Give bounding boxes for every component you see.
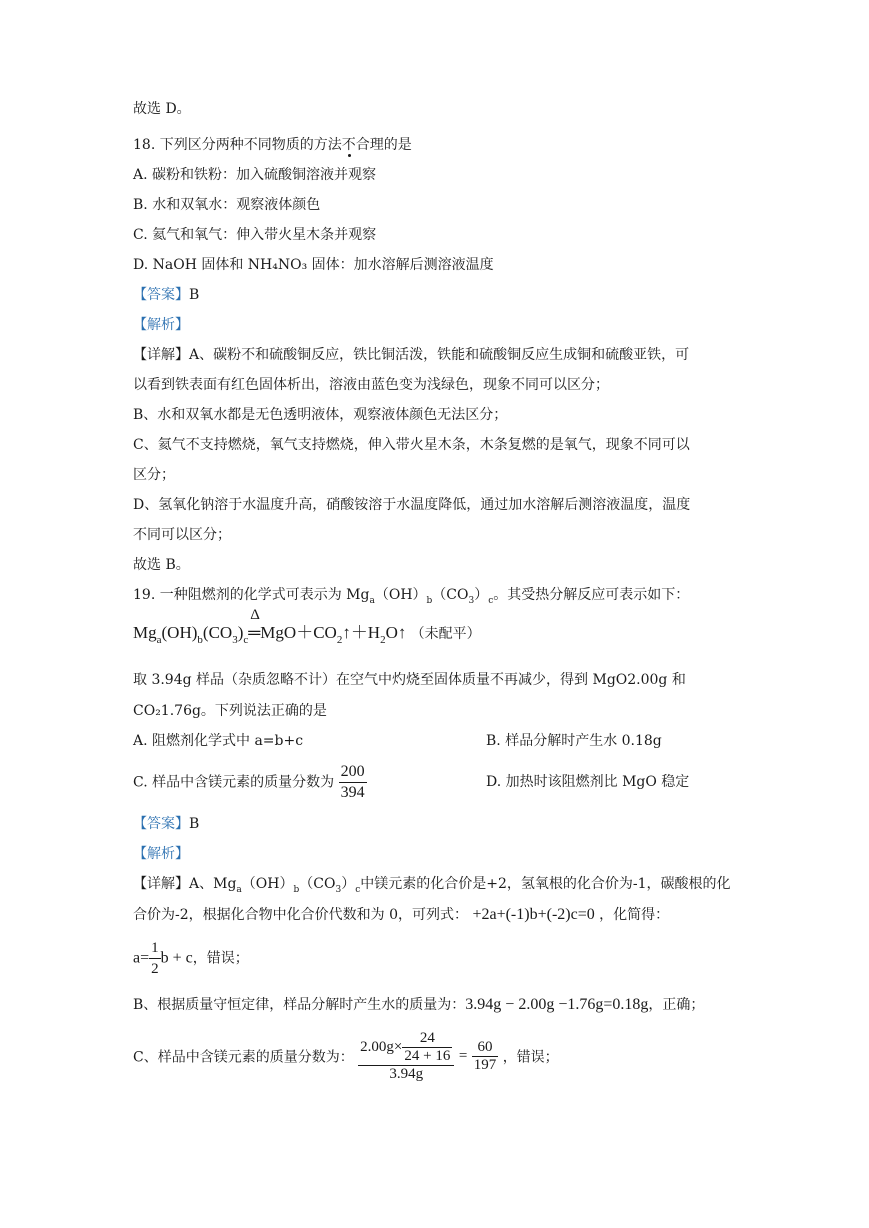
fraction: [358, 1030, 454, 1083]
denominator: 394: [340, 784, 365, 801]
detail-text: （CO: [299, 876, 336, 892]
detail-text: 中镁元素的化合价是+2，氢氧根的化合价为-1，碳酸根的化: [360, 876, 731, 892]
denominator: 197: [473, 1057, 497, 1073]
numerator: 1: [151, 940, 159, 956]
equation: a=: [133, 949, 150, 967]
question-text: （CO: [432, 587, 469, 603]
detail-text: ，错误；: [192, 950, 249, 967]
detail-line: [133, 995, 704, 1015]
fraction: [149, 938, 161, 979]
question-text: 19. 一种阻燃剂的化学式可表示为 Mg: [133, 587, 370, 603]
subscript: 3: [335, 885, 342, 895]
detail-line: C、氦气不支持燃烧，氧气支持燃烧，伸入带火星木条，木条复燃的是氧气，现象不同可以: [133, 437, 690, 453]
denominator: 24 + 16: [404, 1048, 451, 1064]
equals-sign: =: [458, 1048, 468, 1064]
detail-text: ，错误；: [502, 1049, 559, 1066]
fraction: [339, 762, 367, 803]
detail-text: C、样品中含镁元素的质量分数为：: [133, 1049, 354, 1066]
detail-line: [133, 938, 249, 979]
option-c: [133, 762, 367, 803]
numerator: 24: [419, 1030, 435, 1046]
detail-line: 不同可以区分；: [133, 527, 231, 543]
question-text: ）: [474, 587, 489, 603]
detail-line: [133, 905, 669, 925]
question-number: 18.: [133, 137, 156, 153]
detail-line: D、氢氧化钠溶于水温度升高，硝酸铵溶于水温度降低，通过加水溶解后测溶液温度，温度: [133, 497, 691, 513]
option-a: A. 阻燃剂化学式中 a=b+c: [133, 733, 304, 749]
detail-text: B、根据质量守恒定律，样品分解时产生水的质量为：: [133, 997, 466, 1013]
detail-line: [133, 874, 731, 896]
question-text: 下列区分两种不同物质的方法: [159, 137, 342, 153]
denominator: 2: [149, 958, 161, 979]
detail-text: （OH）: [241, 876, 294, 892]
detail-tag: 【详解】: [133, 347, 189, 363]
numerator-text: 2.00g×: [360, 1039, 403, 1055]
detail-text: ）: [341, 876, 356, 892]
detail-text: 合价为-2，根据化合物中化合价代数和为 0，可列式：: [133, 907, 468, 923]
numerator: [358, 1030, 454, 1065]
denominator: 3.94g: [358, 1065, 454, 1083]
option-c: C. 氦气和氧气：伸入带火星木条并观察: [133, 227, 377, 243]
option-b: B. 水和双氧水：观察液体颜色: [133, 197, 321, 213]
numerator: 200: [340, 763, 365, 780]
question-18: [133, 135, 412, 155]
subscript: c: [488, 596, 494, 606]
detail-text: ，正确；: [648, 997, 705, 1013]
detail-text: A、碳粉不和硫酸铜反应，铁比铜活泼，铁能和硫酸铜反应生成铜和硫酸亚铁，可: [189, 347, 690, 363]
answer-tag: 【答案】: [133, 816, 189, 832]
subscript: 3: [468, 596, 475, 606]
inner-fraction: [402, 1030, 452, 1065]
emphasis-char: 不: [341, 137, 356, 153]
subscript: b: [426, 596, 433, 606]
numerator: 60: [477, 1039, 493, 1055]
equation: 3.94g − 2.00g −1.76g=0.18g: [465, 996, 649, 1013]
question-text: 。其受热分解反应可表示如下：: [493, 587, 690, 603]
question-text: （OH）: [374, 587, 427, 603]
subscript: b: [293, 885, 300, 895]
option-d: D. NaOH 固体和 NH₄NO₃ 固体：加水溶解后测溶液温度: [133, 257, 494, 273]
detail-text: A、Mg: [189, 876, 237, 892]
detail-line: 区分；: [133, 467, 175, 483]
equation: b + c: [160, 949, 193, 967]
option-d: D. 加热时该阻燃剂比 MgO 稳定: [486, 774, 690, 790]
option-c-text: C. 样品中含镁元素的质量分数为: [133, 774, 335, 791]
subscript: a: [369, 596, 375, 606]
subscript: a: [236, 885, 242, 895]
answer-value: B: [189, 287, 200, 303]
detail-tag: 【详解】: [133, 876, 189, 892]
text-line: 故选 D。: [133, 101, 191, 117]
answer-value: B: [189, 816, 200, 832]
fraction: [472, 1039, 499, 1074]
detail-line: B、水和双氧水都是无色透明液体，观察液体颜色无法区分；: [133, 407, 508, 423]
answer-tag: 【答案】: [133, 287, 189, 303]
question-19-text: CO₂1.76g。下列说法正确的是: [133, 703, 327, 719]
reaction-equation: $Mg_a(OH)_b(CO_3)_c$ Δ $═MgO+CO_2↑+H_2O↑$ （未配平）: [133, 607, 481, 646]
answer-19: [133, 814, 199, 834]
detail-line: 以看到铁表面有红色固体析出，溶液由蓝色变为浅绿色，现象不同可以区分；: [133, 377, 609, 393]
question-19-text: 取 3.94g 样品（杂质忽略不计）在空气中灼烧至固体质量不再减少，得到 MgO2.00g 和: [133, 672, 686, 688]
formula-note: （未配平）: [410, 627, 481, 642]
option-a: A. 碳粉和铁粉：加入硫酸铜溶液并观察: [133, 167, 377, 183]
detail-line: [133, 1030, 559, 1083]
detail-text: ，化简得：: [599, 907, 670, 923]
question-19: [133, 585, 689, 607]
answer-18: [133, 285, 199, 305]
question-text-end: 合理的是: [355, 137, 412, 153]
detail-line: [133, 345, 689, 365]
analysis-tag: 【解析】: [133, 317, 189, 333]
detail-line: 故选 B。: [133, 557, 190, 573]
subscript: c: [355, 885, 361, 895]
option-b: B. 样品分解时产生水 0.18g: [486, 733, 662, 749]
equation: +2a+(-1)b+(-2)c=0: [472, 906, 595, 923]
analysis-tag: 【解析】: [133, 846, 189, 862]
